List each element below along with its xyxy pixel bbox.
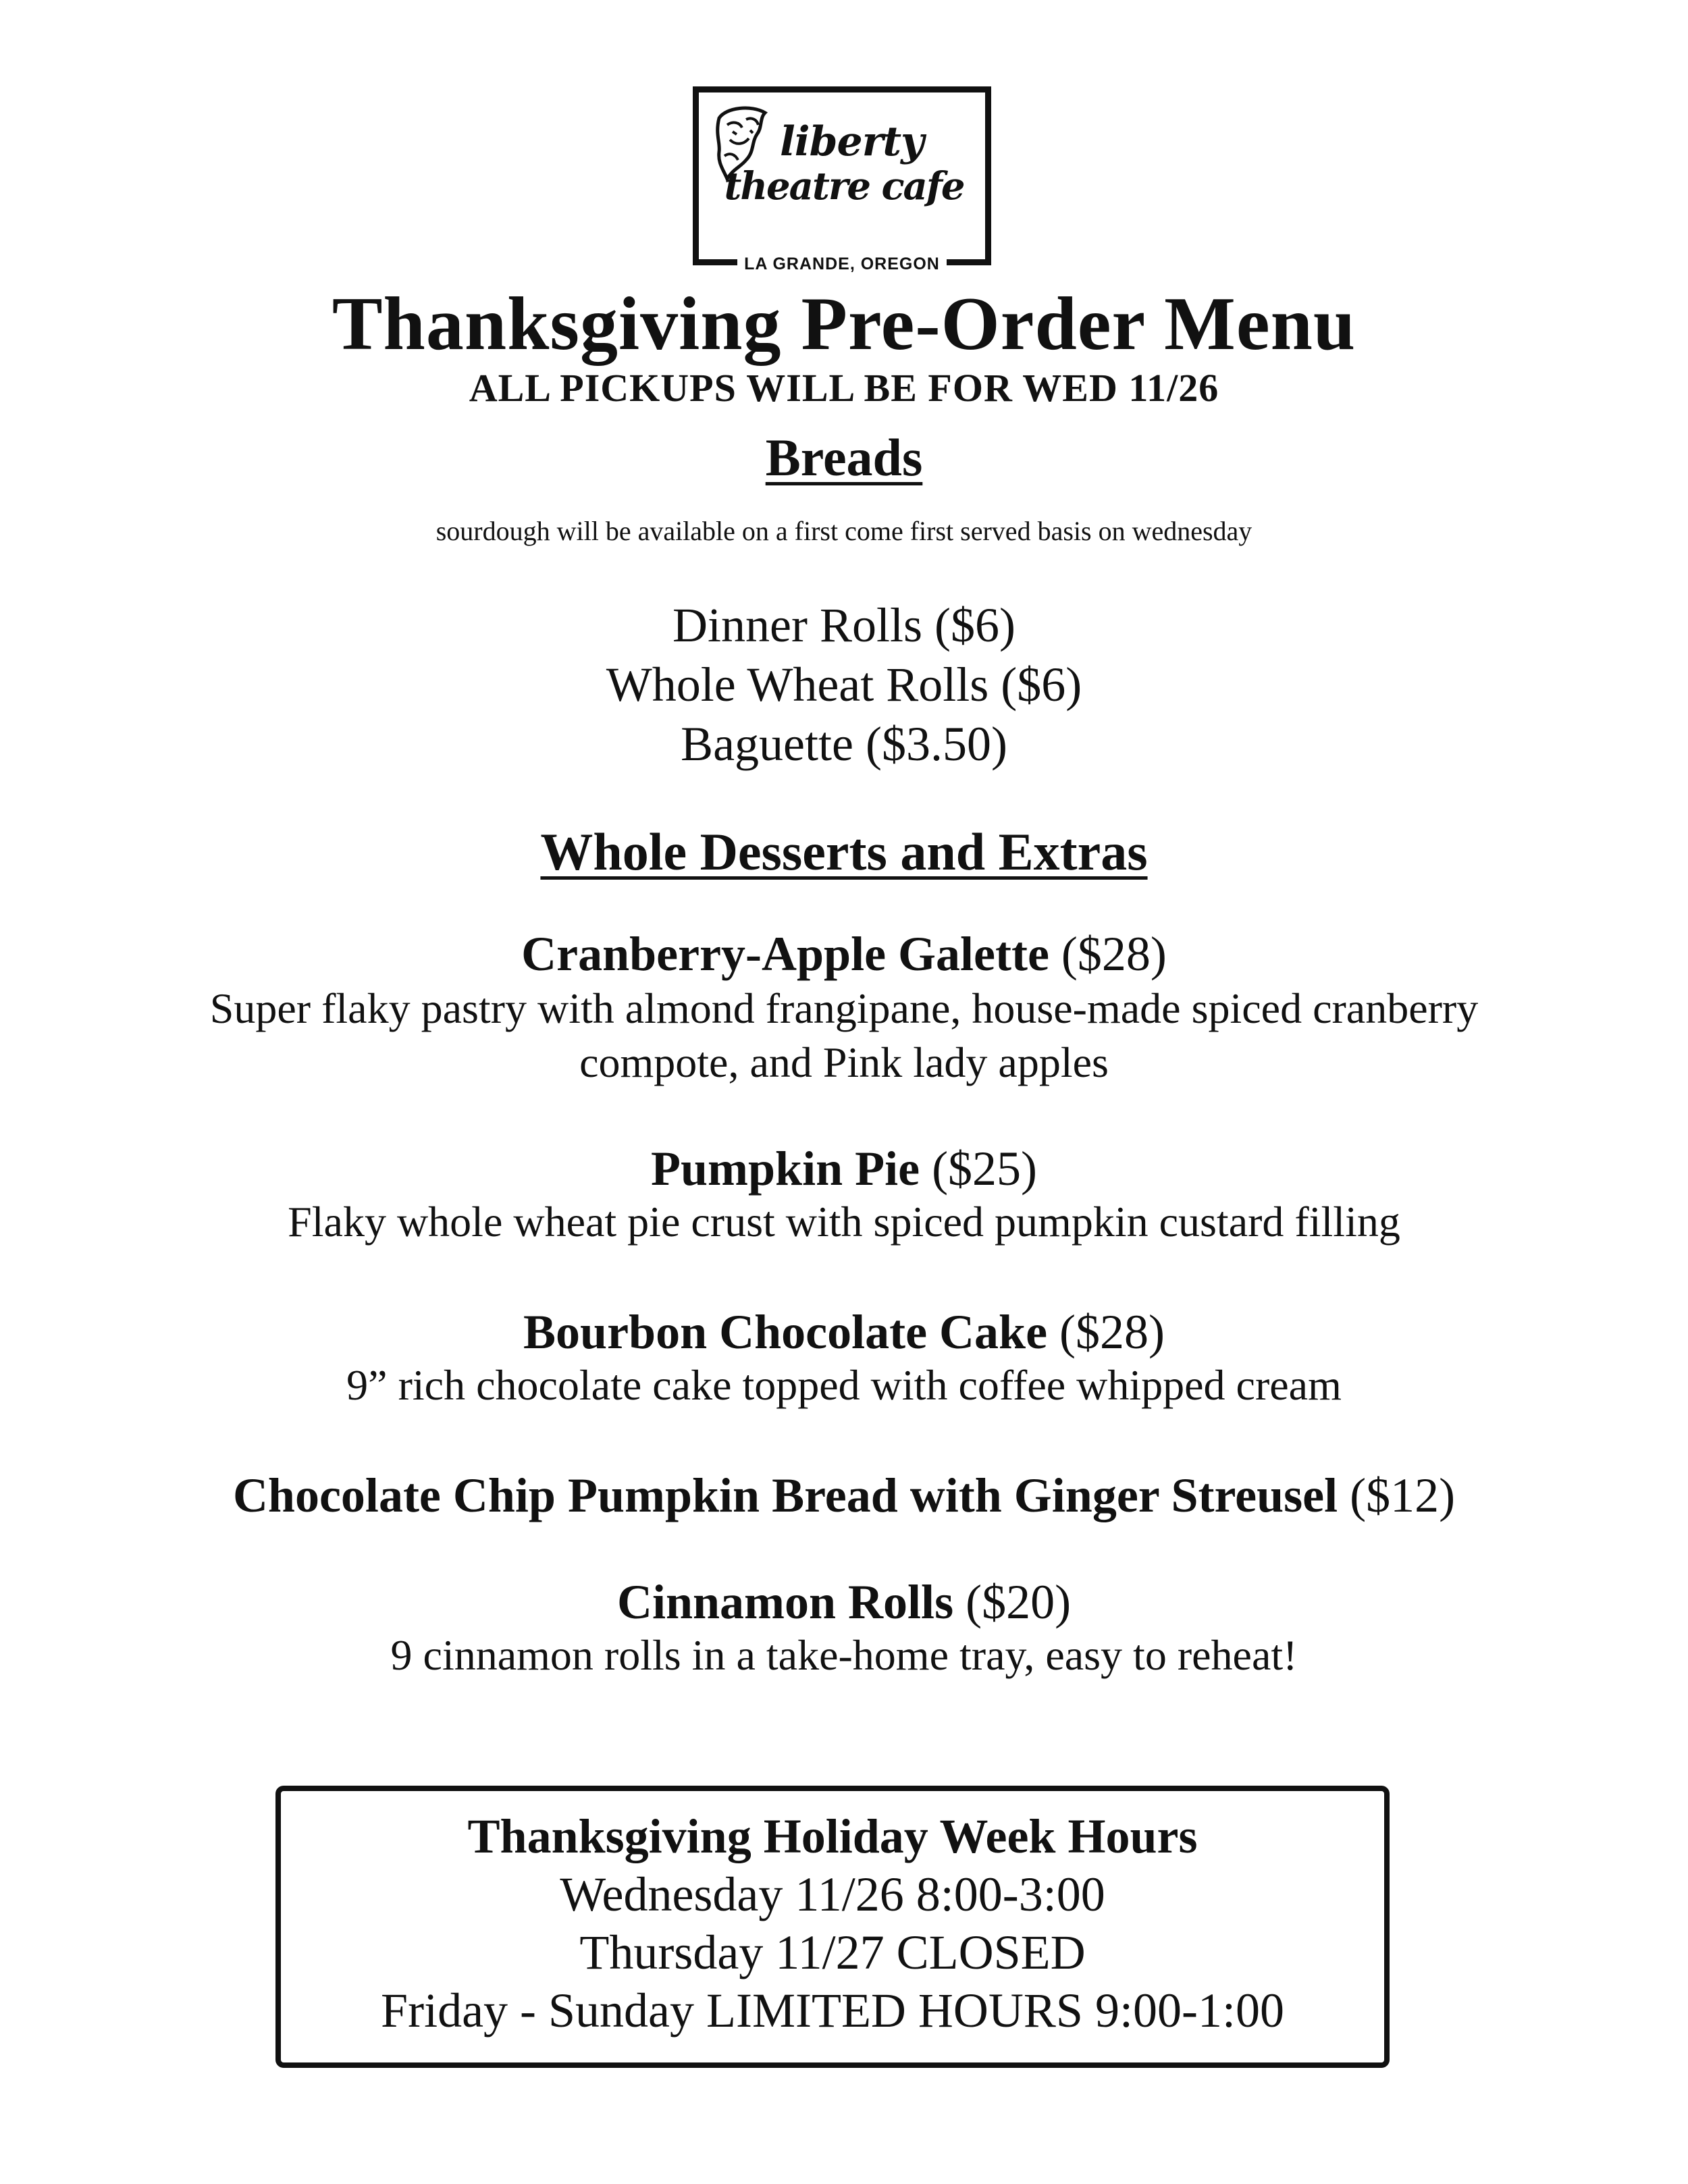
breads-heading: Breads (765, 428, 923, 487)
dessert-item-description: Flaky whole wheat pie crust with spiced pumpkin custard filling (288, 1198, 1400, 1246)
dessert-item-description: 9 cinnamon rolls in a take-home tray, easy to reheat! (390, 1631, 1298, 1679)
dessert-item-name: Pumpkin Pie ($25) (650, 1142, 1038, 1196)
hours-row: Wednesday 11/26 8:00-3:00 (560, 1867, 1105, 1921)
dessert-item-price: ($12) (1350, 1468, 1456, 1522)
holiday-hours-box (275, 1786, 1390, 2068)
dessert-item-description: compote, and Pink lady apples (579, 1038, 1109, 1086)
logo-wordmark-line-1: liberty (780, 118, 924, 165)
sourdough-note: sourdough will be available on a first come first served basis on wednesday (436, 516, 1252, 546)
dessert-item-name: Chocolate Chip Pumpkin Bread with Ginger Streusel ($12) (232, 1468, 1456, 1522)
page-title: Thanksgiving Pre-Order Menu (332, 282, 1356, 366)
desserts-heading: Whole Desserts and Extras (540, 822, 1148, 881)
dessert-item-description: Super flaky pastry with almond frangipane, house-made spiced cranberry (209, 984, 1479, 1032)
dessert-item-price: ($20) (966, 1575, 1072, 1629)
dessert-item-price: ($28) (1059, 1305, 1165, 1359)
dessert-item-name: Bourbon Chocolate Cake ($28) (523, 1305, 1165, 1359)
bread-item: Baguette ($3.50) (681, 717, 1007, 771)
bread-item: Dinner Rolls ($6) (672, 598, 1016, 652)
logo-location: LA GRANDE, OREGON (699, 254, 985, 274)
cafe-logo (693, 86, 991, 273)
dessert-item-price: ($28) (1061, 927, 1167, 981)
pickup-notice: ALL PICKUPS WILL BE FOR WED 11/26 (469, 366, 1219, 410)
dessert-item-name: Cinnamon Rolls ($20) (616, 1575, 1072, 1629)
hours-row: Friday - Sunday LIMITED HOURS 9:00-1:00 (381, 1983, 1284, 2037)
logo-wordmark-line-2: theatre cafe (724, 164, 964, 209)
hours-title: Thanksgiving Holiday Week Hours (467, 1809, 1198, 1863)
dessert-item-description: 9” rich chocolate cake topped with coffee whipped cream (346, 1361, 1342, 1409)
dessert-item-price: ($25) (932, 1142, 1038, 1196)
hours-row: Thursday 11/27 CLOSED (579, 1925, 1086, 1979)
dessert-item-name: Cranberry-Apple Galette ($28) (521, 927, 1167, 981)
bread-item: Whole Wheat Rolls ($6) (606, 658, 1082, 712)
